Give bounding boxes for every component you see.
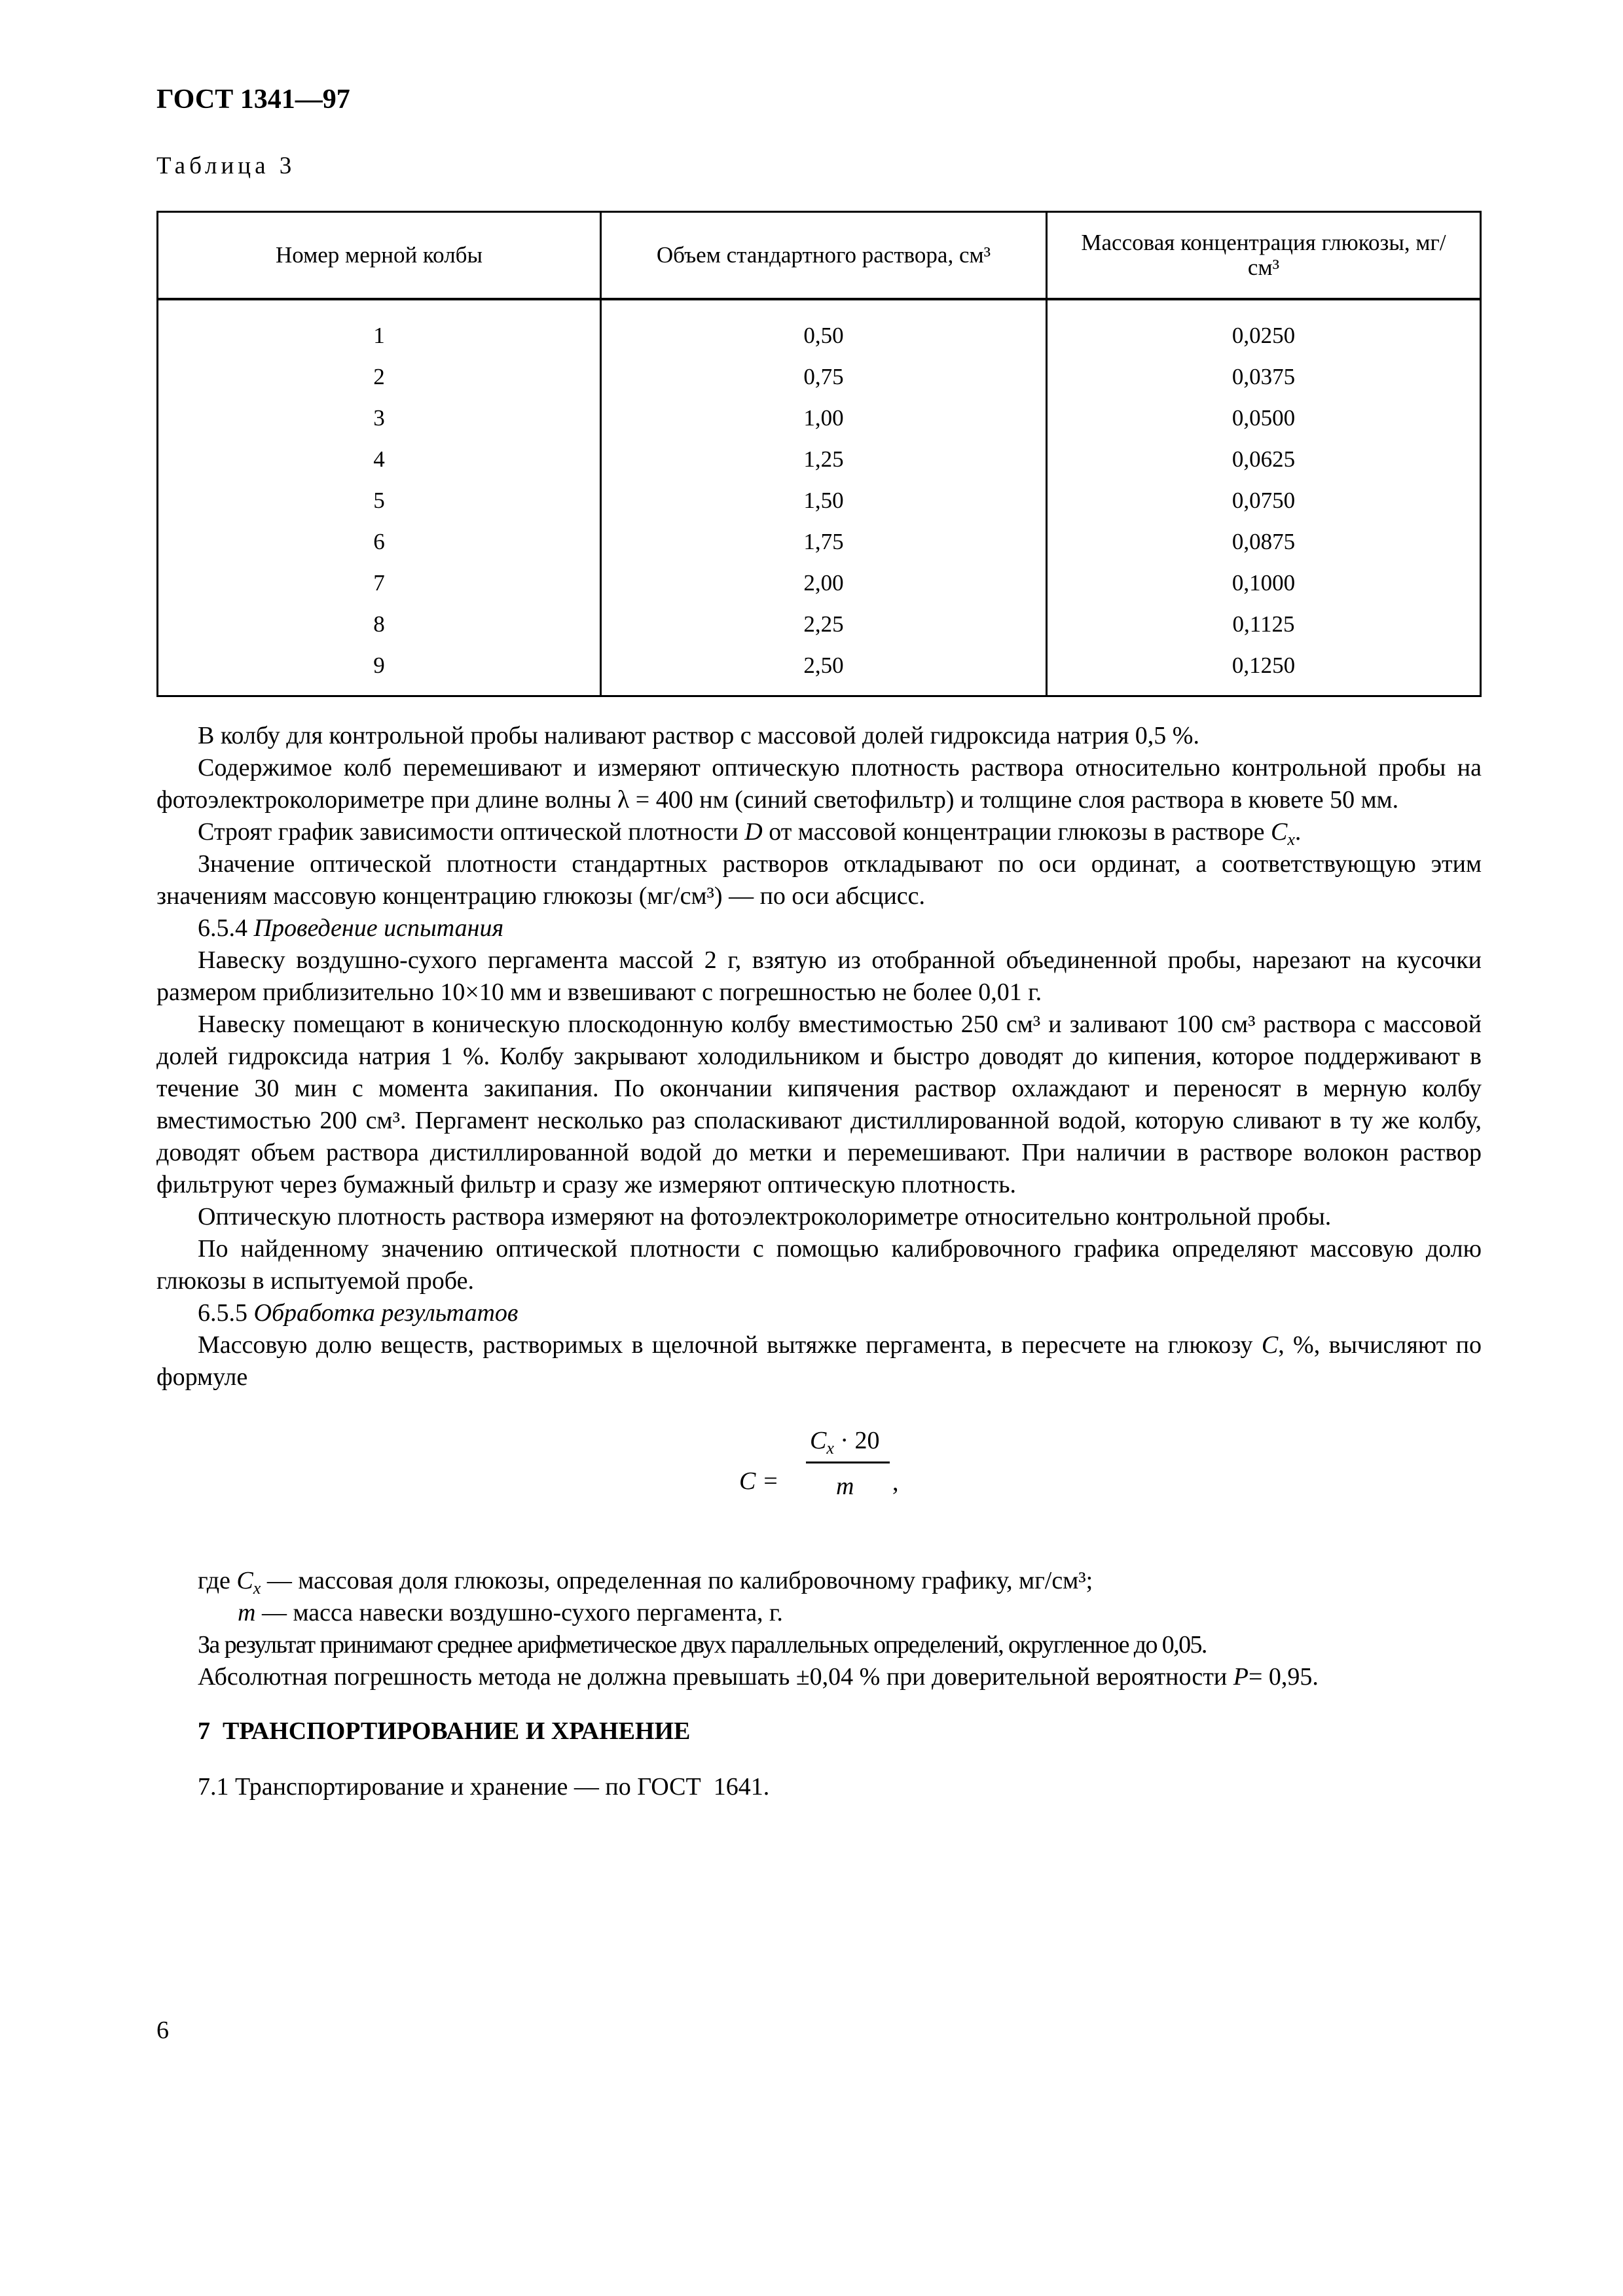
table-cell: 6 [158,521,601,562]
formula-legend: где $C_x$ — массовая доля глюкозы, определенная по калибровочному графику, мг/см³; [198,1567,1093,1598]
table-cell: 0,0250 [1047,299,1481,356]
table-row [158,645,1481,696]
table-row [158,562,1481,603]
table-cell: 0,50 [601,299,1047,356]
table-row [158,397,1481,439]
section-heading-6-5-4: 6.5.4 Проведение испытания [198,914,504,942]
section-heading-7: 7 ТРАНСПОРТИРОВАНИЕ И ХРАНЕНИЕ [198,1717,691,1745]
paragraph: Навеску воздушно-сухого пергамента массой 2 г, взятую из отобранной объединенной пробы, нарезают на кусочки размером приблизительно 10×10 мм и взвешивают с погрешностью не более 0,01 г. [156,946,1482,1006]
table-cell: 0,1125 [1047,603,1481,645]
paragraph: По найденному значению оптической плотности с помощью калибровочного графика определяют массовую долю глюкозы в испытуемой пробе. [156,1235,1482,1295]
table-cell: 0,0500 [1047,397,1481,439]
paragraph: Строят график зависимости оптической плотности D от массовой концентрации глюкозы в растворе $C_x$. [198,818,1302,849]
paragraph: Значение оптической плотности стандартных растворов откладывают по оси ординат, а соответствующую этим значениям массовую концентрацию глюкозы (мг/см³) — по оси абсцисс. [156,850,1482,910]
table-cell: 0,1000 [1047,562,1481,603]
formula-denominator: m [836,1473,854,1500]
table-cell: 2,50 [601,645,1047,696]
formula-legend: m — масса навески воздушно-сухого пергамента, г. [238,1599,783,1626]
fraction-bar [806,1462,890,1463]
document-code: ГОСТ 1341—97 [156,84,350,115]
table-cell: 0,0875 [1047,521,1481,562]
table-cell: 1,25 [601,439,1047,480]
table-header-row [158,212,1481,300]
table-cell: 9 [158,645,601,696]
page-number: 6 [156,2017,169,2044]
paragraph: Навеску помещают в коническую плоскодонную колбу вместимостью 250 см³ и заливают 100 см³ раствора с массовой долей гидроксида натрия 1 %. Колбу закрывают холодильником и быстро доводят до кипения, которое поддерживают в течение 30 мин с момента закипания. По окончании кипячения раствор охлаждают и переносят в мерную колбу вместимостью 200 см³. Пергамент несколько раз споласкивают дистиллированной водой, которую сливают в ту же колбу, доводят объем раствора дистиллированной водой до метки и перемешивают. При наличии в растворе волокон раствор фильтруют через бумажный фильтр и сразу же измеряют оптическую плотность. [156,1011,1482,1198]
paragraph: За результат принимают среднее арифметическое двух параллельных определений, округленное до 0,05. [198,1631,1207,1659]
paragraph: Содержимое колб перемешивают и измеряют оптическую плотность раствора относительно контрольной пробы на фотоэлектроколориметре при длине волны λ = 400 нм (синий светофильтр) и толщине слоя раствора в кювете 50 мм. [156,754,1482,814]
table-cell: 0,0375 [1047,356,1481,397]
table-cell: 0,75 [601,356,1047,397]
paragraph: Абсолютная погрешность метода не должна превышать ±0,04 % при доверительной вероятности P= 0,95. [198,1663,1319,1691]
table-row [158,356,1481,397]
formula: C = $C_x \cdot 20$ m , [156,1393,1482,1565]
formula-numerator: $C_x \cdot 20$ [810,1427,880,1458]
table-cell: 0,1250 [1047,645,1481,696]
table-cell: 1,00 [601,397,1047,439]
table-cell: 0,0625 [1047,439,1481,480]
table-cell: 1,75 [601,521,1047,562]
paragraph: Массовую долю веществ, растворимых в щелочной вытяжке пергамента, в пересчете на глюкозу C, %, вычисляют по формуле [156,1331,1482,1391]
table-cell: 2,25 [601,603,1047,645]
paragraph: В колбу для контрольной пробы наливают раствор с массовой долей гидроксида натрия 0,5 %. [198,722,1199,749]
table-cell: 0,0750 [1047,480,1481,521]
column-header: Номер мерной колбы [158,212,601,300]
table-row [158,521,1481,562]
table-cell: 8 [158,603,601,645]
table-cell: 1,50 [601,480,1047,521]
table-cell: 2,00 [601,562,1047,603]
table-cell: 4 [158,439,601,480]
table-cell: 3 [158,397,601,439]
table-cell: 7 [158,562,601,603]
section-heading-6-5-5: 6.5.5 Обработка результатов [198,1299,519,1327]
table-cell: 1 [158,299,601,356]
table-cell: 5 [158,480,601,521]
table-caption: Таблица 3 [156,152,296,179]
table-row [158,439,1481,480]
column-header: Массовая концентрация глюкозы, мг/см³ [1047,212,1481,300]
paragraph: 7.1 Транспортирование и хранение — по ГОСТ 1641. [198,1773,770,1801]
table-row [158,603,1481,645]
table-cell: 2 [158,356,601,397]
data-table [156,211,1482,697]
column-header: Объем стандартного раствора, см³ [601,212,1047,300]
paragraph: Оптическую плотность раствора измеряют на фотоэлектроколориметре относительно контрольной пробы. [198,1203,1332,1230]
document-body [156,720,1482,1803]
table-row [158,299,1481,356]
table-row [158,480,1481,521]
